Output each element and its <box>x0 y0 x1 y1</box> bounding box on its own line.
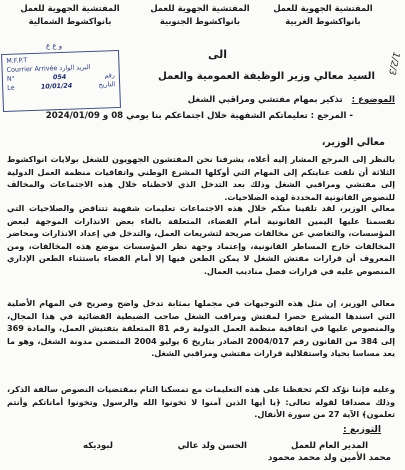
signature-left-name: لبوديكه <box>83 441 113 451</box>
header-right-line-2: بانواكشوط الغربية <box>285 16 361 26</box>
stamp-date-ar-label: التاريخ <box>98 80 116 89</box>
paragraph-2-text: لقد تلقينا منكم خلال هذه الاجتماعات تعليمات شفهية تتناقض والصلاحيات التي تقسمنا عليها اليمين القانونية أمام القضاء، المتعلقة بالغاء بعض الانذارات الموجهة لبعض المؤسسات، والتغاضي عن مخالفات صريحة لتشريعات العمل، والتدخل في إعداد الانذارات ومحاضر المخالفات خارج المساطر القانونية، وإعتماد وجهة نظر المؤسسات موضع هذه المخالفات، ومن المعروف أن قرارات مفتش الشغل لا يمكن الطعن فيها إلا أمام القضاء باستثناء الطعن الإداري المنصوص عليه في قرارات فصل مناديب العمال. <box>7 203 395 276</box>
signature-left <box>83 440 113 452</box>
header-left-line-2: بانواكشوط الشمالية <box>28 16 112 26</box>
paragraph-1: بالنظر إلى المرجع المشار إليه أعلاه، يشرفنا نحن المفتشون الجهويون للشغل بولايات انواكشوط الثلاثة أن نلفت عنايتكم إلى المهام التي أوكلها المشرع الوطني واتفاقيات منظمة العمل الدولية إلى مفتشي ومراقبي الشغل وذلك بعد التدخل الذي لاحظناه خلال هذه الاجتماعات والمخالف للنصوص القانونية المحددة لهذه الصلاحيات. <box>7 154 395 202</box>
header-right-block <box>267 2 379 28</box>
stamp-title: Courrier Arrivée البريد الوارد <box>6 62 91 74</box>
stamp-number-value: 054 <box>52 72 67 82</box>
addressee: السيد معالي وزير الوظيفة العمومية والعمل <box>157 71 375 82</box>
header-left-block <box>10 2 130 28</box>
signature-right-title: المدير العام للعمل <box>291 441 369 451</box>
signature-right <box>268 440 391 464</box>
stamp-date-label: Le <box>7 83 15 92</box>
stamp-top-mark: و ع ع <box>46 42 63 50</box>
header-right-line-1: المفتشية الجهوية للعمل <box>273 3 373 13</box>
paragraph-3-lead: معالي الوزير، <box>340 298 395 308</box>
subject-label: الموضوع : <box>351 95 395 105</box>
to-label: الى <box>207 48 227 61</box>
header-left-line-1: المفتشية الجهوية للعمل <box>20 3 120 13</box>
paragraph-2 <box>7 202 395 278</box>
signature-center-name: الحسن ولد عالي <box>177 441 247 451</box>
stamp-date-value: 10/01/24 <box>40 81 73 91</box>
paragraph-3-text: إن مثل هذه التوجيهات في مجملها بمثابة تدخل واضح وصريح في المهام الأصلية التي اسندها المشرع حصرا لمفتش ومراقب الشغل صاحب الضبطية القضائية في هذا المجال، والمنصوص عليها في اتفاقية منظمة العمل الدولية رقم 81 المتعلقة بتفتيش العمل، والمادة 369 إلى 384 من القانون رقم 2004/017 الصادر بتاريخ 6 يوليو 2004 المتضمن مدونة الشغل، وهو ما يعد مساسا بحياد واستقلالية قرارات مفتشي ومراقبي الشغل. <box>7 298 395 359</box>
distribution-label: التوزيع : <box>343 424 381 435</box>
paragraph-3 <box>7 297 395 360</box>
reference-line: - المرجع : تعليماتكم الشفهية خلال اجتماعكم بنا يومي 08 و 2024/01/09 <box>45 111 353 121</box>
arrival-stamp <box>1 50 121 112</box>
subject-line <box>188 95 395 105</box>
stamp-number-ar-label: رقم <box>104 71 115 80</box>
greeting: معالي الوزير، <box>321 137 385 148</box>
stamp-org: M.F.P.T <box>6 56 28 65</box>
handwritten-corner-note: 1/2/3 <box>386 50 401 76</box>
header-center-line-2: بانواكشوط الجنوبية <box>159 16 241 26</box>
signature-center <box>178 440 247 452</box>
signature-right-name: محمد الأمين ولد محمد محمود <box>268 453 391 463</box>
stamp-number-label: N° <box>6 74 16 83</box>
header-center-block <box>141 2 259 28</box>
header-center-line-1: المفتشية الجهوية للعمل <box>150 3 250 13</box>
paragraph-2-lead: معالي الوزير، <box>339 203 395 213</box>
subject-text: تذكير بمهام مفتشي ومراقبي الشغل <box>187 95 343 105</box>
paragraph-4: وعليه فإننا نؤكد لكم تحفظنا على هذه التعليمات مع تمسكنا التام بمقتضيات النصوص سالفة الذكر، وذلك مصداقا لقوله تعالى: ﴿يا أيها الذين آمنوا لا تخونوا الله والرسول وتخونوا أماناتكم وأنتم تعلمون﴾ الآية 27 من سورة الأنفال. <box>7 384 395 420</box>
